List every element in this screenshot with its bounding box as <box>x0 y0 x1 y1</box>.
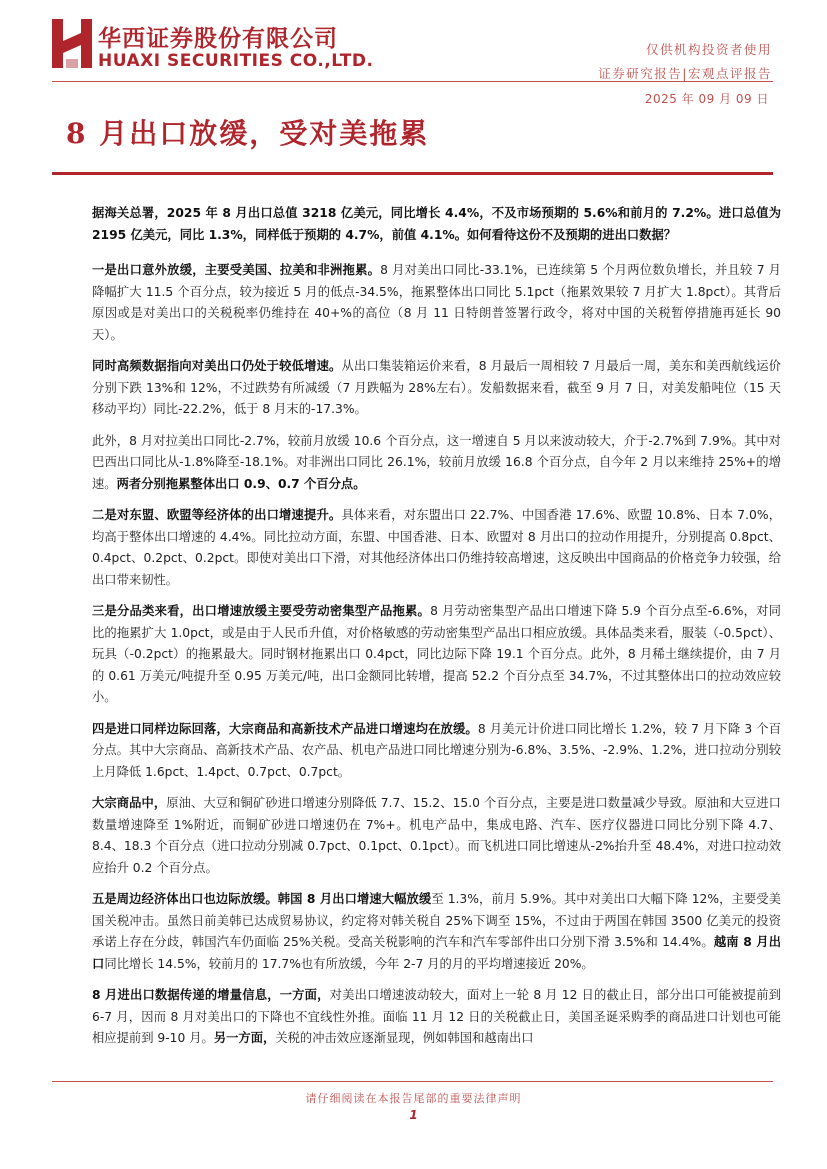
footer-divider <box>52 1081 773 1082</box>
bold-text: 两者分别拖累整体出口 0.9、0.7 个百分点。 <box>116 476 366 491</box>
body-text: 8 月美元计价进口同比增长 1.2%，较 7 月下降 3 个百分点。其中大宗商品、高新技术产品、农产品、机电产品进口同比增速分别为-6.8%、3.5%、-2.9%、1.2%，进口拉动分别较上月降低 1.6pct、1.4pct、0.7pct、0.7pct。 <box>92 721 781 779</box>
body-paragraph <box>92 889 781 975</box>
bold-text: 大宗商品中， <box>92 796 167 810</box>
body-paragraph <box>92 356 781 421</box>
bold-text: 二是对东盟、欧盟等经济体的出口增速提升。 <box>92 508 342 522</box>
body-text: 具体来看，对东盟出口 22.7%、中国香港 17.6%、欧盟 10.8%、日本 7.0%，均高于整体出口增速的 4.4%。同比拉动方面，东盟、中国香港、日本、欧盟对 8 月出口的拉动作用提升，分别提高 0.8pct、0.4pct、0.2pct、0.2pct。即使对美出口下滑，对其他经济体出口仍维持较高增速，这反映出中国商品的价格竞争力较强，给出口带来韧性。 <box>92 508 781 587</box>
bold-text: 五是周边经济体出口也边际放缓。韩国 8 月出口增速大幅放缓 <box>92 892 432 906</box>
body-paragraph <box>92 985 781 1050</box>
body-paragraph <box>92 505 781 591</box>
legal-notice: 请仔细阅读在本报告尾部的重要法律声明 <box>305 1092 522 1105</box>
report-body <box>92 203 781 1060</box>
body-paragraph <box>92 793 781 879</box>
brand-name-en: HUAXI SECURITIES CO.,LTD. <box>98 51 374 71</box>
body-paragraph <box>92 601 781 709</box>
body-text: 从出口集装箱运价来看，8 月最后一周相较 7 月最后一周，美东和美西航线运价分别下跌 13%和 12%，不过跌势有所减缓（7 月跌幅为 28%左右）。发船数据来看，截至 9 月 7 日，对美发船吨位（15 天移动平均）同比-22.2%，低于 8 月末的-17.3%。 <box>92 359 781 416</box>
report-date: 2025 年 09 月 09 日 <box>644 92 769 106</box>
bold-text: 一是出口意外放缓，主要受美国、拉美和非洲拖累。 <box>92 263 381 277</box>
body-text: 对美出口增速波动较大，面对上一轮 8 月 12 日的截止日，部分出口可能被提前到 6-7 月，因而 8 月对美出口的下降也不宜线性外推。面临 11 月 12 日的关税截止日，美国圣诞采购季的商品进口计划也可能相应提前到 9-10 月。 <box>92 988 781 1045</box>
page-title: 8 月出口放缓，受对美拖累 <box>66 117 430 150</box>
page-number: 1 <box>409 1108 418 1122</box>
body-text: 原油、大豆和铜矿砂进口增速分别降低 7.7、15.2、15.0 个百分点，主要是进口数量减少导致。原油和大豆进口数量增速降至 1%附近，而铜矿砂进口增速仍在 7%+。机电产品中，集成电路、汽车、医疗仪器进口同比分别下降 4.7、8.4、18.3 个百分点（进口拉动分别减 0.7pct、0.1pct、0.1pct）。而飞机进口同比增速从-2%抬升至 48.4%，对进口拉动效应抬升 0.2 个百分点。 <box>92 796 781 875</box>
bold-text: 8 月进出口数据传递的增量信息，一方面， <box>92 988 330 1002</box>
report-category: 证券研究报告|宏观点评报告 <box>598 66 772 81</box>
bold-text: 据海关总署，2025 年 8 月出口总值 3218 亿美元，同比增长 4.4%，不及市场预期的 5.6%和前月的 7.2%。进口总值为 2195 亿美元，同比 1.3%，同样低于预期的 4.7%，前值 4.1%。如何看待这份不及预期的进出口数据？ <box>92 206 781 242</box>
body-text: 8 月劳动密集型产品出口增速下降 5.9 个百分点至-6.6%，对同比的拖累扩大 1.0pct，或是由于人民币升值，对价格敏感的劳动密集型产品出口相应放缓。具体品类来看，服装（-0.5pct）、玩具（-0.2pct）的拖累最大。同时钢材拖累出口 0.4pct，同比边际下降 19.1 个百分点。此外，8 月稀土继续提价，由 7 月的 0.61 万美元/吨提升至 0.95 万美元/吨，出口金额同比转增，提高 52.2 个百分点至 34.7%，不过其整体出口的拉动效应较小。 <box>92 604 781 704</box>
huaxi-logo-icon <box>52 19 92 68</box>
title-underline <box>52 172 773 175</box>
body-text: 8 月对美出口同比-33.1%，已连续第 5 个月两位数负增长，并且较 7 月降幅扩大 11.5 个百分点，较为接近 5 月的低点-34.5%，拖累整体出口同比 5.1pct（拖累效果较 7 月扩大 1.8pct）。其背后原因或是对美出口的关税税率仍维持在 40+%的高位（8 月 11 日特朗普签署行政令，将对中国的关税暂停措施再延长 90 天）。 <box>92 263 781 342</box>
body-paragraph <box>92 431 781 496</box>
body-paragraph <box>92 260 781 346</box>
bold-text: 越南 8 月出口 <box>92 935 781 971</box>
body-text: 同比增长 14.5%，较前月的 17.7%也有所放缓，今年 2-7 月的月的平均增速接近 20%。 <box>104 956 594 971</box>
audience-note: 仅供机构投资者使用 <box>645 42 772 57</box>
brand-name-cn: 华西证券股份有限公司 <box>98 25 338 52</box>
bold-text: 另一方面， <box>213 1031 276 1045</box>
body-paragraph <box>92 203 781 246</box>
body-text: 此外，8 月对拉美出口同比-2.7%，较前月放缓 10.6 个百分点，这一增速自 5 月以来波动较大，介于-2.7%到 7.9%。其中对巴西出口同比从-1.8%降至-18.1%。对非洲出口同比 26.1%，较前月放缓 16.8 个百分点，自今年 2 月以来维持 25%+的增速。 <box>92 433 781 491</box>
bold-text: 同时高频数据指向对美出口仍处于较低增速。 <box>92 359 342 373</box>
bold-text: 三是分品类来看，出口增速放缓主要受劳动密集型产品拖累。 <box>92 604 431 618</box>
body-text: 至 1.3%，前月 5.9%。其中对美出口大幅下降 12%，主要受美国关税冲击。虽然日前美韩已达成贸易协议，约定将对韩关税自 25%下调至 15%，不过由于两国在韩国 3500 亿美元的投资承诺上存在分歧，韩国汽车仍面临 25%关税。受高关税影响的汽车和汽车零部件出口分别下滑 3.5%和 14.4%。 <box>92 892 781 949</box>
body-paragraph <box>92 719 781 784</box>
bold-text: 四是进口同样边际回落，大宗商品和高新技术产品进口增速均在放缓。 <box>92 721 478 736</box>
body-text: 关税的冲击效应逐渐显现，例如韩国和越南出口 <box>275 1031 534 1045</box>
